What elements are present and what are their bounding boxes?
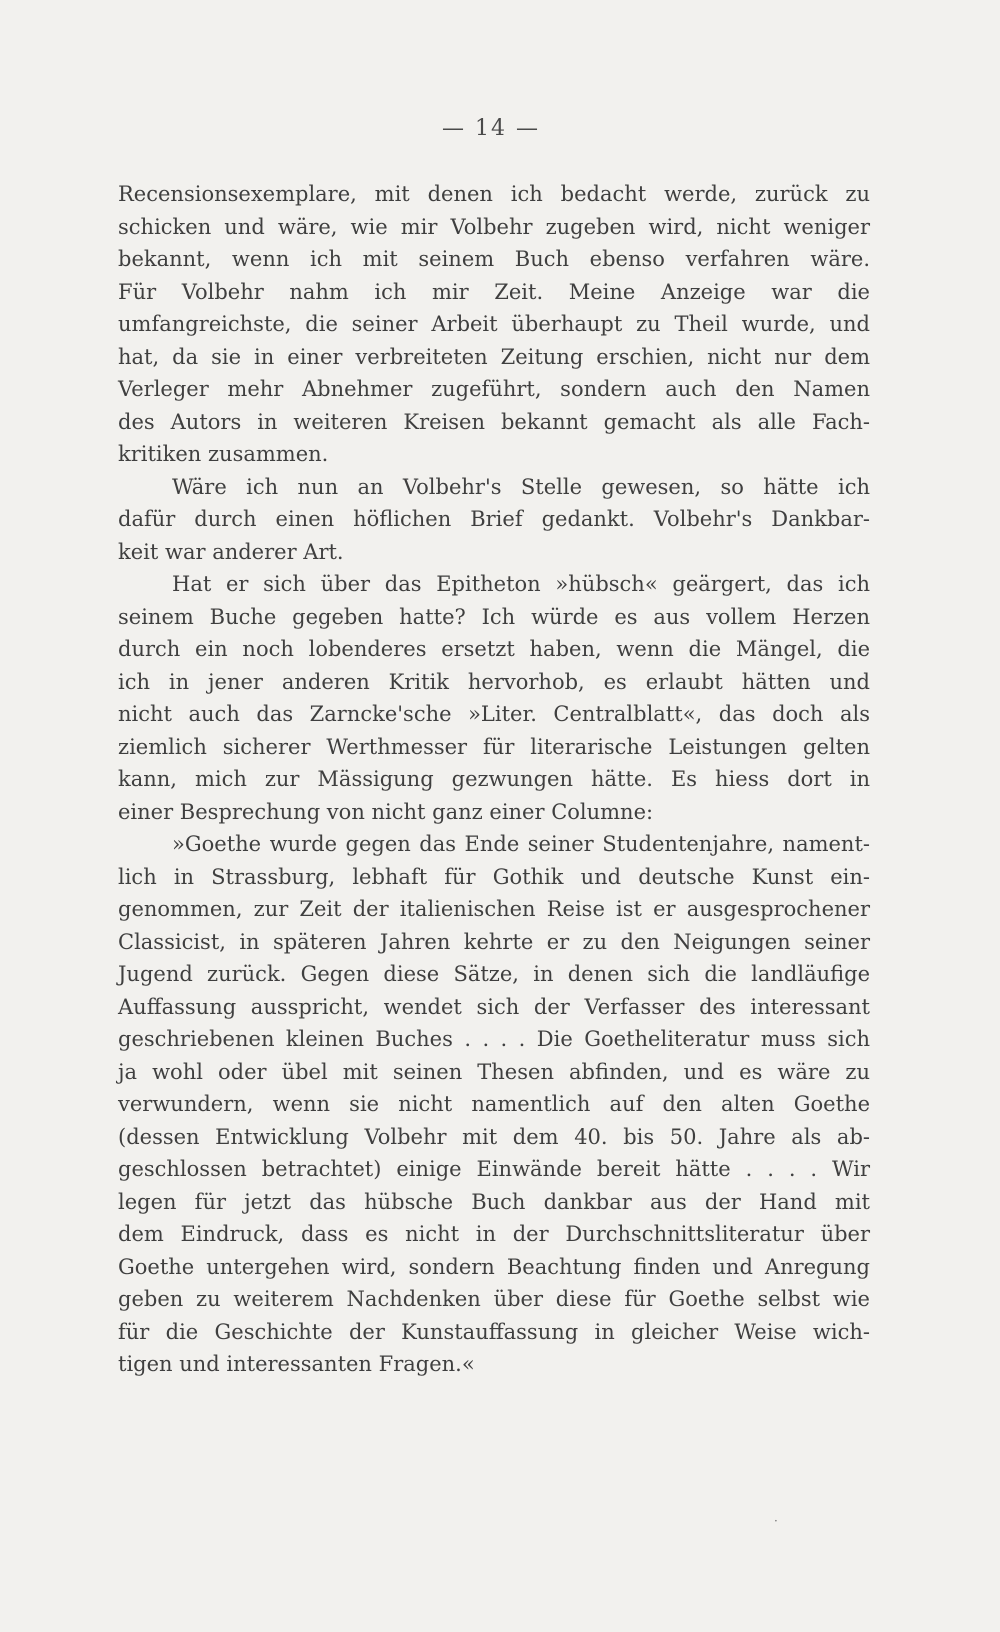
text-line: legen für jetzt das hübsche Buch dankbar aus der Hand mit — [118, 1189, 870, 1214]
text-line: dafür durch einen höflichen Brief gedankt. Volbehr's Dankbar- — [118, 507, 870, 531]
text-line: geschlossen betrachtet) einige Einwände bereit hätte . . . . Wir — [118, 1157, 870, 1181]
text-line: Hat er sich über das Epitheton »hübsch« geärgert, das ich — [172, 572, 870, 596]
text-line: Verleger mehr Abnehmer zugeführt, sondern auch den Namen — [118, 377, 870, 401]
text-line: Classicist, in späteren Jahren kehrte er zu den Neigungen seiner — [118, 929, 870, 954]
page-number: — 14 — — [442, 116, 540, 141]
page-speck: · — [774, 1514, 778, 1528]
text-line: ziemlich sicherer Werthmesser für literarische Leistungen gelten — [118, 734, 870, 759]
text-line: Auffassung ausspricht, wendet sich der Verfasser des interessant — [118, 994, 870, 1019]
text-line: seinem Buche gegeben hatte? Ich würde es aus vollem Herzen — [118, 604, 870, 629]
text-line: ja wohl oder übel mit seinen Thesen abfinden, und es wäre zu — [118, 1059, 870, 1084]
text-line: hat, da sie in einer verbreiteten Zeitung erschien, nicht nur dem — [118, 344, 870, 369]
text-line: geschriebenen kleinen Buches . . . . Die Goetheliteratur muss sich — [118, 1027, 870, 1051]
text-line: verwundern, wenn sie nicht namentlich auf den alten Goethe — [118, 1092, 870, 1116]
body-text — [118, 178, 870, 1381]
text-line: nicht auch das Zarncke'sche »Liter. Centralblatt«, das doch als — [118, 702, 870, 726]
text-line: Goethe untergehen wird, sondern Beachtung finden und Anregung — [118, 1254, 870, 1279]
text-line: Für Volbehr nahm ich mir Zeit. Meine Anzeige war die — [118, 279, 870, 304]
text-line: schicken und wäre, wie mir Volbehr zugeben wird, nicht weniger — [118, 214, 870, 239]
text-line: tigen und interessanten Fragen.« — [118, 1352, 475, 1376]
text-line: (dessen Entwicklung Volbehr mit dem 40. bis 50. Jahre als ab- — [118, 1124, 870, 1149]
text-line: ich in jener anderen Kritik hervorhob, es erlaubt hätten und — [118, 669, 870, 694]
text-line: durch ein noch lobenderes ersetzt haben, wenn die Mängel, die — [118, 637, 870, 661]
text-line: kann, mich zur Mässigung gezwungen hätte. Es hiess dort in — [118, 767, 870, 791]
text-line: einer Besprechung von nicht ganz einer Columne: — [118, 799, 654, 824]
text-line: für die Geschichte der Kunstauffassung in gleicher Weise wich- — [118, 1319, 870, 1344]
text-line: des Autors in weiteren Kreisen bekannt gemacht als alle Fach- — [118, 409, 870, 434]
text-line: dem Eindruck, dass es nicht in der Durchschnittsliteratur über — [118, 1222, 870, 1246]
text-line: keit war anderer Art. — [118, 539, 344, 564]
text-line: Jugend zurück. Gegen diese Sätze, in denen sich die landläufige — [118, 962, 870, 986]
text-line: geben zu weiterem Nachdenken über diese für Goethe selbst wie — [118, 1287, 870, 1311]
text-line: bekannt, wenn ich mit seinem Buch ebenso verfahren wäre. — [118, 247, 870, 271]
text-line: genommen, zur Zeit der italienischen Reise ist er ausgesprochener — [118, 897, 870, 921]
text-line: kritiken zusammen. — [118, 442, 329, 466]
text-line: Wäre ich nun an Volbehr's Stelle gewesen, so hätte ich — [172, 474, 870, 499]
text-line: »Goethe wurde gegen das Ende seiner Studentenjahre, nament- — [172, 832, 870, 856]
text-line: lich in Strassburg, lebhaft für Gothik und deutsche Kunst ein- — [118, 864, 870, 889]
text-line: umfangreichste, die seiner Arbeit überhaupt zu Theil wurde, und — [118, 312, 870, 336]
text-line: Recensionsexemplare, mit denen ich bedacht werde, zurück zu — [118, 182, 870, 206]
